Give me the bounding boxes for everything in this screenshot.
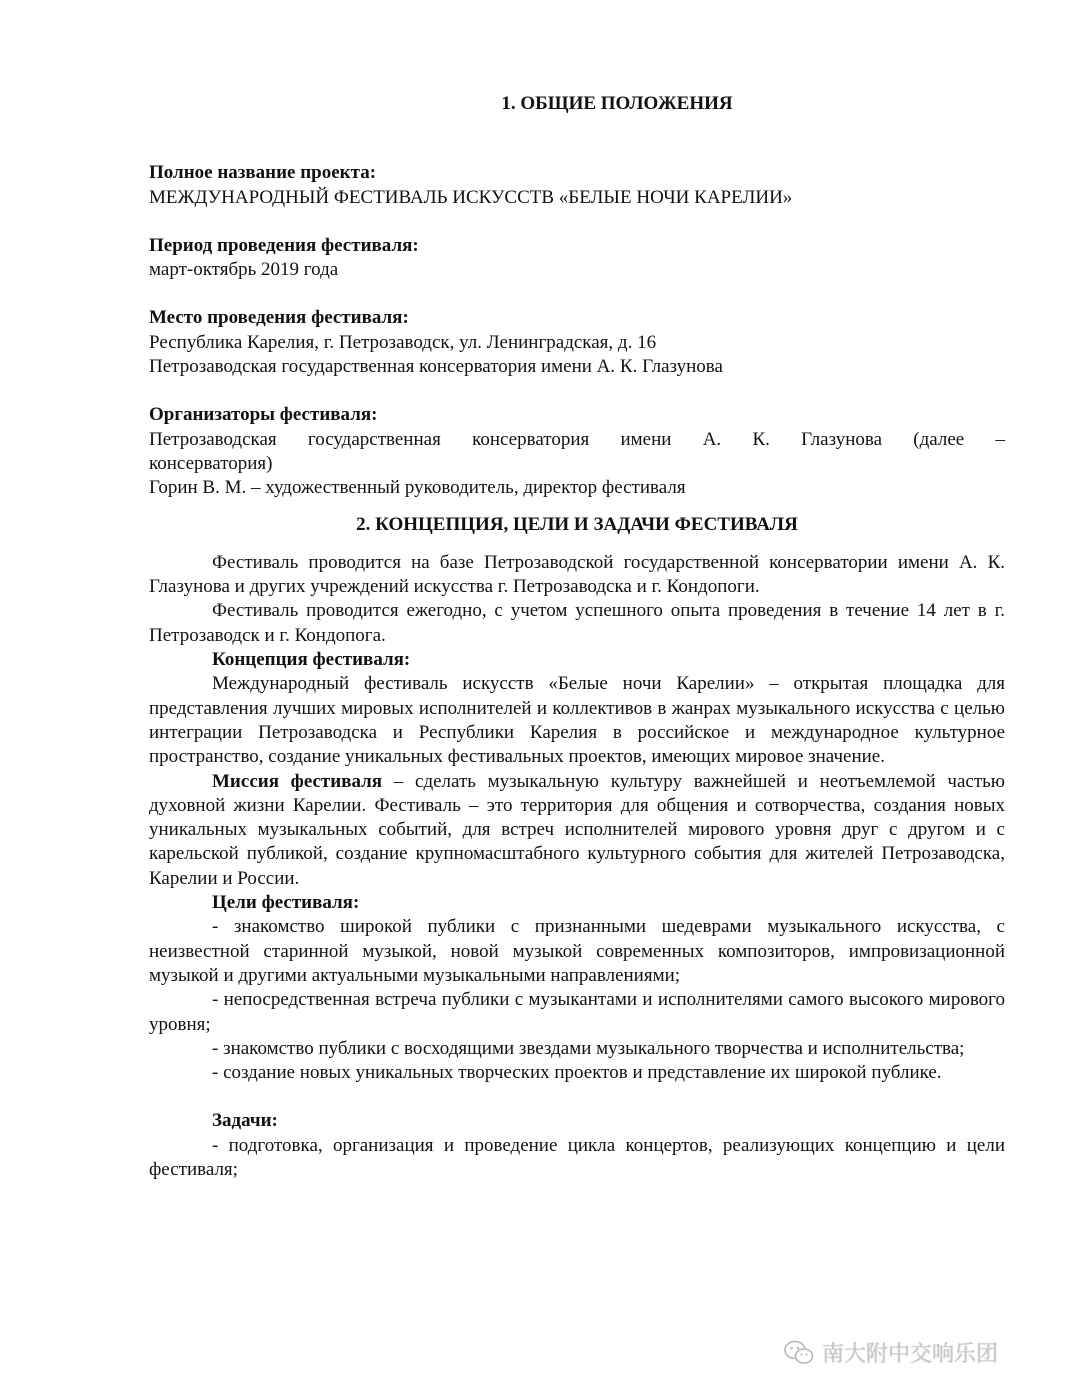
goal-item: - знакомство публики с восходящими звездами музыкального творчества и исполнительства;: [212, 1037, 965, 1059]
organizers-label: Организаторы фестиваля:: [149, 404, 378, 426]
mission-text: – сделать музыкальную культуру важнейшей и неотъемлемой частью духовной жизни Карелии. Фестиваль – это территория для общения и сотворчества, создания новых уникальных музыкальных событий, для встреч исполнителей мирового уровня друг с другом и с карельской публикой, создание крупномасштабного культурного события для жителей Петрозаводска, Карелии и России.: [149, 770, 1005, 889]
concept-text: Международный фестиваль искусств «Белые ночи Карелии» – открытая площадка для представления лучших мировых исполнителей и коллективов в жанрах музыкального искусства с целью интеграции Петрозаводска и Республики Карелия в российское и международное культурное пространство, создание уникальных фестивальных проектов, имеющих мировое значение.: [149, 673, 1005, 768]
goals-label: Цели фестиваля:: [212, 892, 360, 914]
goal-item: - непосредственная встреча публики с музыкантами и исполнителями самого высокого мирового уровня;: [149, 989, 1005, 1035]
period-block: [149, 234, 1005, 283]
watermark: [784, 1337, 998, 1368]
tasks-label: Задачи:: [212, 1110, 278, 1132]
watermark-text: 南大附中交响乐团: [822, 1342, 999, 1367]
concept-label: Концепция фестиваля:: [212, 649, 411, 671]
task-item: - подготовка, организация и проведение цикла концертов, реализующих концепцию и цели фестиваля;: [149, 1134, 1005, 1180]
project-name-value: МЕЖДУНАРОДНЫЙ ФЕСТИВАЛЬ ИСКУССТВ «БЕЛЫЕ НОЧИ КАРЕЛИИ»: [149, 186, 793, 208]
goal-item: - знакомство широкой публики с признанными шедеврами музыкального искусства, с неизвестной старинной музыкой, новой музыкой современных композиторов, импровизационной музыкой и другими актуальными музыкальными направлениями;: [149, 916, 1005, 986]
place-venue: Петрозаводская государственная консерватория имени А. К. Глазунова: [149, 356, 723, 378]
place-address: Республика Карелия, г. Петрозаводск, ул. Ленинградская, д. 16: [149, 331, 657, 353]
paragraph-base: Фестиваль проводится на базе Петрозаводской государственной консерватории имени А. К. Глазунова и других учреждений искусства г. Петрозаводска и г. Кондопоги.: [149, 551, 1005, 598]
section1-heading: 1. ОБЩИЕ ПОЛОЖЕНИЯ: [501, 93, 733, 114]
section2-heading: 2. КОНЦЕПЦИЯ, ЦЕЛИ И ЗАДАЧИ ФЕСТИВАЛЯ: [356, 513, 798, 535]
place-block: [149, 306, 1005, 379]
goal-item: - создание новых уникальных творческих проектов и представление их широкой публике.: [212, 1062, 942, 1084]
project-name-label: Полное название проекта:: [149, 162, 377, 184]
organizers-block: [149, 403, 1005, 500]
mission-label: Миссия фестиваля: [212, 770, 383, 792]
organizers-director: Горин В. М. – художественный руководитель, директор фестиваля: [149, 477, 686, 499]
organizers-conservatory: Петрозаводская государственная консерватория имени А. К. Глазунова (далее – консерватория): [149, 428, 1005, 474]
document-page: [149, 92, 1005, 1182]
mission-paragraph: [149, 770, 1005, 891]
paragraph-annual: Фестиваль проводится ежегодно, с учетом успешного опыта проведения в течение 14 лет в г. Петрозаводск и г. Кондопога.: [149, 600, 1005, 646]
period-value: март-октябрь 2019 года: [149, 259, 339, 281]
place-label: Место проведения фестиваля:: [149, 307, 409, 329]
wechat-icon: [784, 1340, 814, 1366]
project-name-block: [149, 161, 1005, 210]
spacer: [149, 1085, 1005, 1109]
period-label: Период проведения фестиваля:: [149, 234, 419, 256]
